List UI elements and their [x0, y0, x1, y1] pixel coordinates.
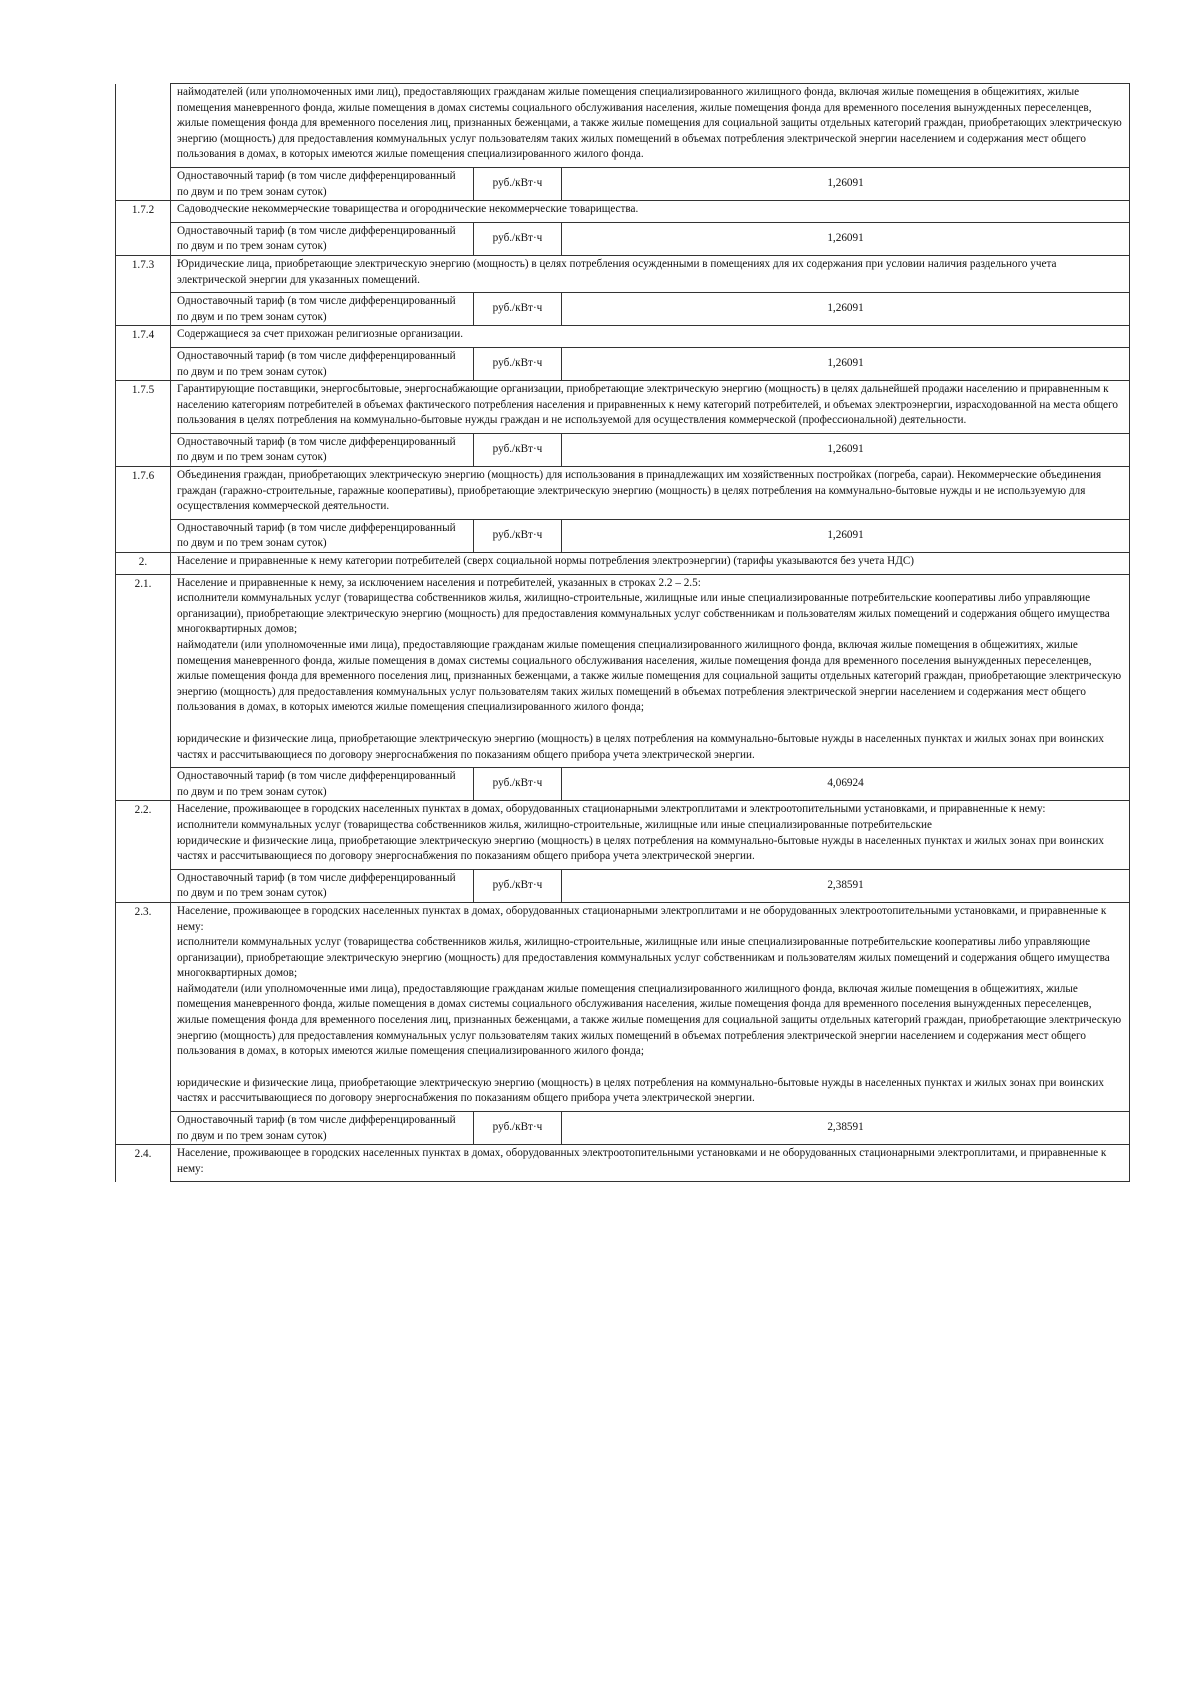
description-paragraph: наймодателей (или уполномоченных ими лиц), предоставляющих гражданам жилые помещения специализированного жилищного фонда, включая жилые помещения в общежитиях, жилые помещения маневренного фонда, жилые помещения в домах системы социального обслуживания населения, жилые помещения фонда для временного поселения вынужденных переселенцев, жилые помещения фонда для временного поселения лиц, признанных беженцами, а также жилые помещения для социальной защиты отдельных категорий граждан, приобретающих электрическую энергию (мощность) для предоставления коммунальных услуг пользователям таких жилых помещений в объемах потребления электрической энергии населением и содержания мест общего пользования в домах, в которых имеются жилые помещения специализированного жилого фонда.: [177, 86, 1122, 161]
description-paragraph: Население и приравненные к нему, за исключением населения и потребителей, указанных в строках 2.2 – 2.5:: [177, 576, 701, 589]
category-description: [171, 1145, 1130, 1182]
row-number: 1.7.3: [116, 255, 171, 292]
description-paragraph: Население, проживающее в городских населенных пунктах в домах, оборудованных электроотопительными установками и не оборудованных стационарными электроплитами, и приравненные к нему:: [177, 1147, 1107, 1175]
category-description: [171, 467, 1130, 520]
tariff-unit: руб./кВт·ч: [474, 1112, 562, 1145]
tariff-unit: руб./кВт·ч: [474, 519, 562, 552]
tariff-name: Одноставочный тариф (в том числе дифференцированный по двум и по трем зонам суток): [171, 293, 474, 326]
description-paragraph: исполнители коммунальных услуг (товарищества собственников жилья, жилищно-строительные, жилищные или иные специализированные потребительские кооперативы либо управляющие организации), приобретающие электрическую энергию (мощность) для предоставления коммунальных услуг собственникам и пользователям жилых помещений и содержания общего имущества многоквартирных домов;: [177, 592, 1110, 636]
tariff-document-page: [115, 83, 1129, 1182]
row-number: 2.: [116, 553, 171, 575]
tariff-table-body: [116, 84, 1130, 1182]
category-row: [116, 326, 1130, 348]
description-paragraph: юридические и физические лица, приобретающие электрическую энергию (мощность) в целях потребления на коммунально-бытовые нужды в населенных пунктах и жилых зонах при воинских частях и рассчитывающиеся по договору энергоснабжения по показаниям общего прибора учета электрической энергии.: [177, 1076, 1104, 1105]
tariff-row: [116, 293, 1130, 326]
description-paragraph: наймодатели (или уполномоченные ими лица), предоставляющие гражданам жилые помещения специализированного жилищного фонда, включая жилые помещения в общежитиях, жилые помещения маневренного фонда, жилые помещения в домах системы социального обслуживания населения, жилые помещения фонда для временного поселения вынужденных переселенцев, жилые помещения фонда для временного поселения лиц, признанных беженцами, а также жилые помещения для социальной защиты отдельных категорий граждан, приобретающие электрическую энергию (мощность) для предоставления коммунальных услуг пользователям таких жилых помещений в объемах потребления электрической энергии населением и содержания мест общего пользования в домах, в которых имеются жилые помещения специализированного жилого фонда;: [177, 639, 1122, 714]
tariff-unit: руб./кВт·ч: [474, 167, 562, 200]
tariff-value: 1,26091: [562, 519, 1130, 552]
tariff-value: 1,26091: [562, 293, 1130, 326]
description-paragraph: Гарантирующие поставщики, энергосбытовые, энергоснабжающие организации, приобретающие электрическую энергию (мощность) в целях дальнейшей продажи населению и приравненным к населению категориям потребителей в объемах фактического потребления населения и приравненных к нему категорий потребителей, и объемах электроэнергии, израсходованной на места общего пользования в целях потребления на коммунально-бытовые нужды граждан и не используемой для осуществления коммерческой (профессиональной) деятельности.: [177, 383, 1119, 427]
tariff-name: Одноставочный тариф (в том числе дифференцированный по двум и по трем зонам суток): [171, 167, 474, 200]
description-paragraph: юридические и физические лица, приобретающие электрическую энергию (мощность) в целях потребления на коммунально-бытовые нужды в населенных пунктах и жилых зонах при воинских частях и рассчитывающиеся по договору энергоснабжения по показаниям общего прибора учета электрической энергии.: [177, 732, 1104, 761]
category-description: [171, 381, 1130, 434]
tariff-unit: руб./кВт·ч: [474, 347, 562, 380]
description-paragraph: исполнители коммунальных услуг (товарищества собственников жилья, жилищно-строительные, жилищные или иные специализированные потребительские: [177, 818, 933, 831]
tariff-value: 1,26091: [562, 433, 1130, 466]
tariff-name: Одноставочный тариф (в том числе дифференцированный по двум и по трем зонам суток): [171, 1112, 474, 1145]
category-description: [171, 553, 1130, 575]
row-number: 1.7.6: [116, 467, 171, 520]
tariff-row: [116, 167, 1130, 200]
tariff-table: [115, 83, 1130, 1182]
tariff-value: 2,38591: [562, 1112, 1130, 1145]
tariff-unit: руб./кВт·ч: [474, 433, 562, 466]
row-number: 2.1.: [116, 574, 171, 768]
category-row: [116, 902, 1130, 1111]
category-description: [171, 574, 1130, 768]
category-description: [171, 201, 1130, 223]
row-number: 1.7.4: [116, 326, 171, 348]
tariff-value: 1,26091: [562, 167, 1130, 200]
tariff-row: [116, 1112, 1130, 1145]
tariff-value: 1,26091: [562, 222, 1130, 255]
category-description: [171, 902, 1130, 1111]
category-row: [116, 553, 1130, 575]
description-paragraph: Садоводческие некоммерческие товарищества и огороднические некоммерческие товарищества.: [177, 203, 639, 216]
category-description: [171, 84, 1130, 168]
description-paragraph: Юридические лица, приобретающие электрическую энергию (мощность) в целях потребления осужденными в помещениях для их содержания при условии наличия раздельного учета электрической энергии для указанных помещений.: [177, 257, 1057, 286]
row-number-empty: [116, 433, 171, 466]
tariff-row: [116, 519, 1130, 552]
description-paragraph: наймодатели (или уполномоченные ими лица), предоставляющие гражданам жилые помещения специализированного жилищного фонда, включая жилые помещения в общежитиях, жилые помещения маневренного фонда, жилые помещения в домах системы социального обслуживания населения, жилые помещения фонда для временного поселения вынужденных переселенцев, жилые помещения фонда для временного поселения лиц, признанных беженцами, а также жилые помещения для социальной защиты отдельных категорий граждан, приобретающие электрическую энергию (мощность) для предоставления коммунальных услуг пользователям таких жилых помещений в объемах потребления электрической энергии населением и содержания мест общего пользования в домах, в которых имеются жилые помещения специализированного жилого фонда;: [177, 982, 1122, 1058]
row-number-empty: [116, 768, 171, 801]
tariff-value: 4,06924: [562, 768, 1130, 801]
tariff-row: [116, 433, 1130, 466]
row-number: 2.4.: [116, 1145, 171, 1182]
tariff-row: [116, 347, 1130, 380]
category-row: [116, 467, 1130, 520]
row-number: 2.3.: [116, 902, 171, 1111]
tariff-name: Одноставочный тариф (в том числе дифференцированный по двум и по трем зонам суток): [171, 869, 474, 902]
category-row: [116, 381, 1130, 434]
row-number-empty: [116, 1112, 171, 1145]
row-number: 2.2.: [116, 801, 171, 869]
row-number-empty: [116, 519, 171, 552]
tariff-value: 1,26091: [562, 347, 1130, 380]
description-paragraph: юридические и физические лица, приобретающие электрическую энергию (мощность) в целях потребления на коммунально-бытовые нужды в населенных пунктах и жилых зонах при воинских частях и рассчитывающиеся по договору энергоснабжения по показаниям общего прибора учета электрической энергии.: [177, 834, 1104, 863]
category-row: [116, 1145, 1130, 1182]
tariff-name: Одноставочный тариф (в том числе дифференцированный по двум и по трем зонам суток): [171, 347, 474, 380]
tariff-row: [116, 869, 1130, 902]
category-row: [116, 201, 1130, 223]
row-number-empty: [116, 347, 171, 380]
category-row: [116, 801, 1130, 869]
tariff-unit: руб./кВт·ч: [474, 768, 562, 801]
tariff-name: Одноставочный тариф (в том числе дифференцированный по двум и по трем зонам суток): [171, 768, 474, 801]
category-row: [116, 84, 1130, 168]
row-number: 1.7.2: [116, 201, 171, 223]
tariff-unit: руб./кВт·ч: [474, 222, 562, 255]
description-paragraph: Население, проживающее в городских населенных пунктах в домах, оборудованных стационарными электроплитами и электроотопительными установками, и приравненные к нему:: [177, 803, 1046, 816]
category-row: [116, 574, 1130, 768]
description-paragraph: исполнители коммунальных услуг (товарищества собственников жилья, жилищно-строительные, жилищные или иные специализированные потребительские кооперативы либо управляющие организации), приобретающие электрическую энергию (мощность) для предоставления коммунальных услуг собственникам и пользователям жилых помещений и содержания общего имущества многоквартирных домов;: [177, 936, 1110, 980]
row-number-empty: [116, 222, 171, 255]
category-description: [171, 255, 1130, 292]
description-paragraph: Объединения граждан, приобретающих электрическую энергию (мощность) для использования в принадлежащих им хозяйственных постройках (погреба, сараи). Некоммерческие объединения граждан (гаражно-строительные, гаражные кооперативы), приобретающие электрическую энергию (мощность) в целях потребления на коммунально-бытовые нужды и не используемую для осуществления коммерческой деятельности.: [177, 469, 1102, 513]
description-paragraph: Население, проживающее в городских населенных пунктах в домах, оборудованных стационарными электроплитами и не оборудованных электроотопительными установками, и приравненные к нему:: [177, 904, 1107, 933]
tariff-name: Одноставочный тариф (в том числе дифференцированный по двум и по трем зонам суток): [171, 519, 474, 552]
row-number: 1.7.5: [116, 381, 171, 434]
description-paragraph: Содержащиеся за счет прихожан религиозные организации.: [177, 328, 464, 341]
paragraph-gap: [177, 1060, 1125, 1076]
category-row: [116, 255, 1130, 292]
tariff-unit: руб./кВт·ч: [474, 293, 562, 326]
row-number-empty: [116, 869, 171, 902]
paragraph-gap: [177, 716, 1125, 732]
tariff-name: Одноставочный тариф (в том числе дифференцированный по двум и по трем зонам суток): [171, 433, 474, 466]
tariff-unit: руб./кВт·ч: [474, 869, 562, 902]
tariff-value: 2,38591: [562, 869, 1130, 902]
row-number: [116, 84, 171, 168]
category-description: [171, 801, 1130, 869]
tariff-row: [116, 768, 1130, 801]
row-number-empty: [116, 167, 171, 200]
tariff-row: [116, 222, 1130, 255]
description-paragraph: Население и приравненные к нему категории потребителей (сверх социальной нормы потребления электроэнергии) (тарифы указываются без учета НДС): [177, 555, 915, 568]
row-number-empty: [116, 293, 171, 326]
category-description: [171, 326, 1130, 348]
tariff-name: Одноставочный тариф (в том числе дифференцированный по двум и по трем зонам суток): [171, 222, 474, 255]
